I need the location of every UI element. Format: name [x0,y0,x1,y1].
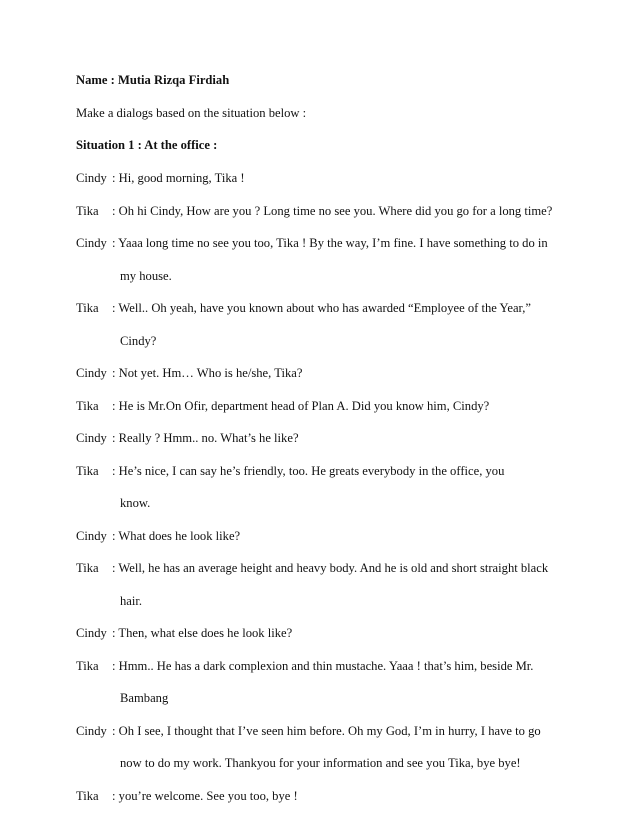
dialog-line: : Oh hi Cindy, How are you ? Long time no see you. Where did you go for a long time? [112,203,553,218]
dialog-line: : Yaaa long time no see you too, Tika ! By the way, I’m fine. I have something to do in [112,236,548,250]
dialog-line: : He is Mr.On Ofir, department head of Plan A. Did you know him, Cindy? [112,398,490,413]
dialog-line: : He’s nice, I can say he’s friendly, too. He greats everybody in the office, you [112,463,505,478]
speaker-name: Tika [76,788,99,803]
dialog-line-continuation: Cindy? [120,333,157,348]
dialog-line: : Oh I see, I thought that I’ve seen him before. Oh my God, I’m in hurry, I have to go [112,723,541,738]
dialog-line: : What does he look like? [112,528,241,543]
speaker-name: Cindy [76,528,107,543]
dialog-line: : Hmm.. He has a dark complexion and thin mustache. Yaaa ! that’s him, beside Mr. [112,658,534,673]
dialog-line: : Then, what else does he look like? [112,626,293,640]
situation-heading: Situation 1 : At the office : [76,138,218,152]
speaker-name: Tika [76,463,99,478]
speaker-name: Cindy [76,723,107,738]
dialog-line-continuation: now to do my work. Thankyou for your information and see you Tika, bye bye! [120,756,521,770]
dialog-line: : Really ? Hmm.. no. What’s he like? [112,431,299,445]
dialog-line: : Well, he has an average height and heavy body. And he is old and short straight black [112,561,549,575]
dialog-line: : Not yet. Hm… Who is he/she, Tika? [112,366,303,380]
speaker-name: Cindy [76,366,107,380]
dialog-line: : you’re welcome. See you too, bye ! [112,788,298,803]
speaker-name: Tika [76,301,99,315]
dialog-line-continuation: my house. [120,268,172,283]
speaker-name: Cindy [76,626,107,640]
dialog-line: : Hi, good morning, Tika ! [112,171,245,185]
speaker-name: Tika [76,561,99,575]
speaker-name: Cindy [76,171,107,185]
speaker-name: Cindy [76,236,107,250]
speaker-name: Tika [76,203,99,218]
speaker-name: Tika [76,658,99,673]
speaker-name: Cindy [76,431,107,445]
speaker-name: Tika [76,398,99,413]
instruction-text: Make a dialogs based on the situation below : [76,106,307,120]
dialog-line: : Well.. Oh yeah, have you known about who has awarded “Employee of the Year,” [112,301,531,315]
student-name: Name : Mutia Rizqa Firdiah [76,73,230,87]
dialog-line-continuation: Bambang [120,691,169,705]
dialog-line-continuation: hair. [120,593,143,608]
dialog-line-continuation: know. [120,496,151,510]
